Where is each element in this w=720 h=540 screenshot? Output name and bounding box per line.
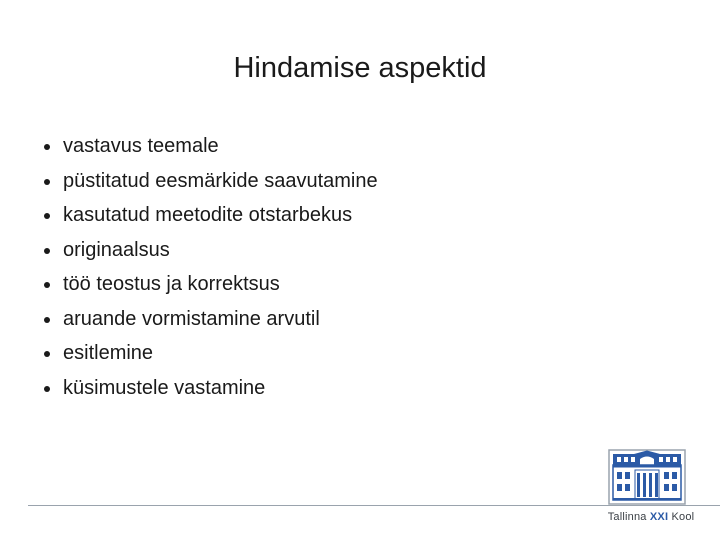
bullet-text: kasutatud meetodite otstarbekus [63,204,353,226]
bullet-text: originaalsus [63,238,170,261]
bullet-dot-icon [44,317,50,323]
bullet-dot-icon [44,213,50,219]
bullet-dot-icon [44,144,50,150]
bullet-text: esitlemine [63,342,154,364]
bullet-text: vastavus teemale [63,135,219,157]
school-name-part: Kool [668,511,695,523]
bullet-list [44,129,378,405]
slide-title: Hindamise aspektid [233,52,487,84]
bullet-text: küsimustele vastamine [63,376,266,399]
footer-divider [28,505,720,506]
bullet-item [44,371,378,406]
bullet-dot-icon [44,386,50,392]
bullet-item [44,233,378,268]
bullet-dot-icon [44,282,50,288]
bullet-dot-icon [44,351,50,357]
school-name-numeral: XXI [649,511,669,523]
school-name-logo [596,509,706,525]
bullet-item [44,302,378,337]
bullet-dot-icon [44,248,50,254]
bullet-item [44,198,378,233]
bullet-text: töö teostus ja korrektsus [63,273,280,295]
bullet-item [44,164,378,199]
bullet-text: aruande vormistamine arvutil [63,307,320,330]
bullet-item [44,267,378,302]
bullet-text: püstitatud eesmärkide saavutamine [63,169,378,192]
bullet-dot-icon [44,179,50,185]
school-name-part: Tallinna [607,511,650,523]
school-building-icon [608,449,686,505]
bullet-item [44,336,378,371]
bullet-item [44,129,378,164]
